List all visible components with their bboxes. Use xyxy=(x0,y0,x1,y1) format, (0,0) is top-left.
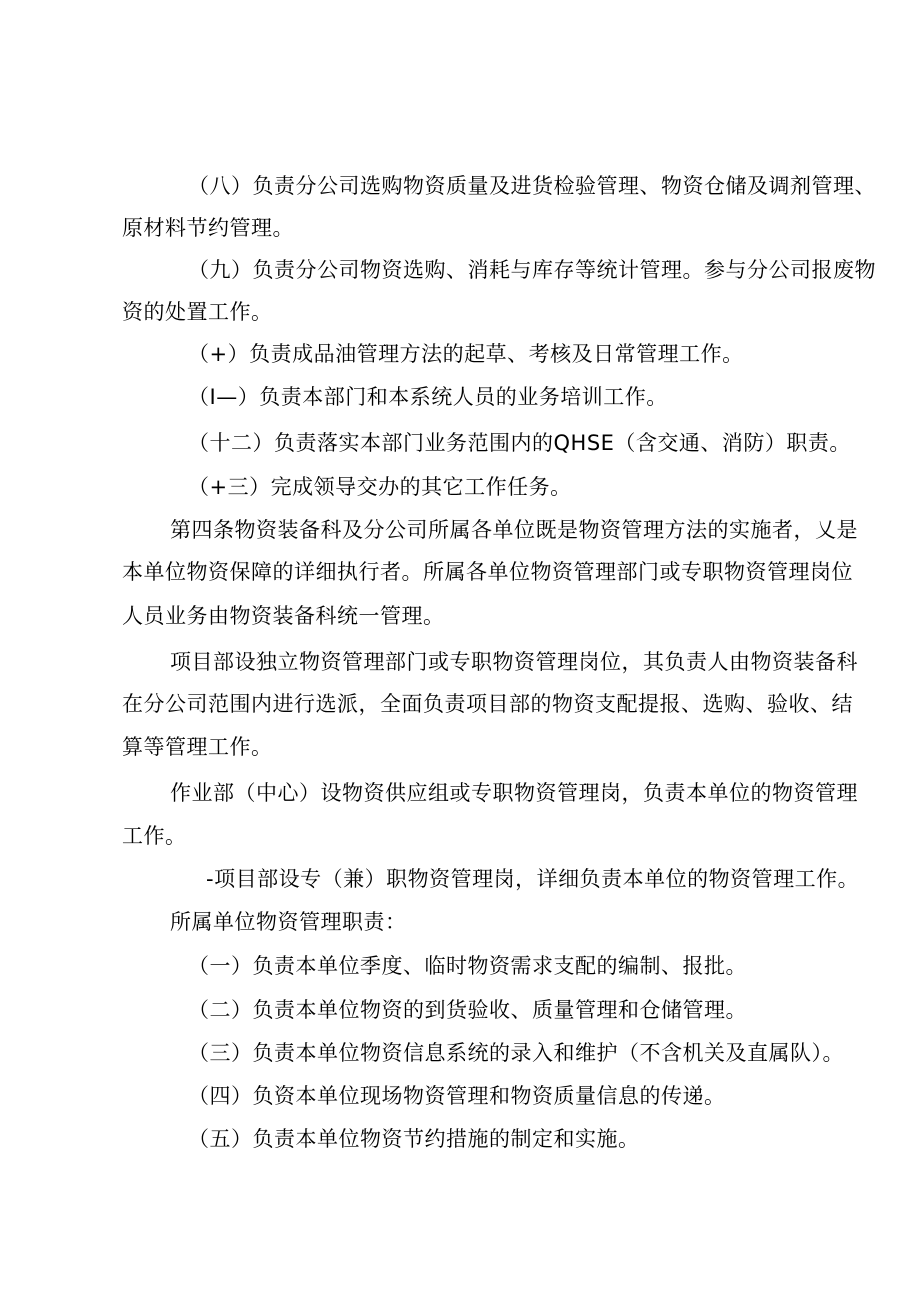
text-line: （一）负责本单位季度、临时物资需求支配的编制、报批。 xyxy=(188,954,747,978)
text-line: 在分公司范围内进行选派，全面负责项目部的物资支配提报、选购、验收、结 xyxy=(122,692,853,716)
text-line: 原材料节约管理。 xyxy=(122,216,294,240)
text-line: 所属单位物资管理职责： xyxy=(170,910,407,934)
text-line: 资的处置工作。 xyxy=(122,300,273,324)
text-line: 人员业务由物资装备科统一管理。 xyxy=(122,604,445,628)
text-line: 本单位物资保障的详细执行者。所属各单位物资管理部门或专职物资管理岗位 xyxy=(122,560,853,584)
text-line: （+）负责成品油管理方法的起草、考核及日常管理工作。 xyxy=(188,342,744,366)
text-line: （+三）完成领导交办的其它工作任务。 xyxy=(188,475,572,499)
text-line: 项目部设独立物资管理部门或专职物资管理岗位，其负责人由物资装备科 xyxy=(170,650,858,674)
text-line: 工作。 xyxy=(122,824,187,848)
text-line: -项目部设专（兼）职物资管理岗，详细负责本单位的物资管理工作。 xyxy=(206,867,860,891)
text-line: （四）负资本单位现场物资管理和物资质量信息的传递。 xyxy=(188,1084,726,1108)
text-line: （五）负责本单位物资节约措施的制定和实施。 xyxy=(188,1127,640,1151)
text-line: （I—）负责本部门和本系统人员的业务培训工作。 xyxy=(188,385,668,409)
text-line: （十二）负责落实本部门业务范围内的QHSE（含交通、消防）职责。 xyxy=(188,431,851,455)
text-line: 作业部（中心）设物资供应组或专职物资管理岗，负责本单位的物资管理 xyxy=(170,781,858,805)
text-line: （九）负责分公司物资选购、消耗与库存等统计管理。参与分公司报废物 xyxy=(188,258,876,282)
text-line: （二）负责本单位物资的到货验收、质量管理和仓储管理。 xyxy=(188,998,747,1022)
text-line: 算等管理工作。 xyxy=(122,735,273,759)
text-line: 第四条物资装备科及分公司所属各单位既是物资管理方法的实施者，乂是 xyxy=(170,518,858,542)
text-line: （三）负责本单位物资信息系统的录入和维护（不含机关及直属队）。 xyxy=(188,1041,844,1065)
text-line: （八）负责分公司选购物资质量及进货检验管理、物资仓储及调剂管理、 xyxy=(188,174,876,198)
